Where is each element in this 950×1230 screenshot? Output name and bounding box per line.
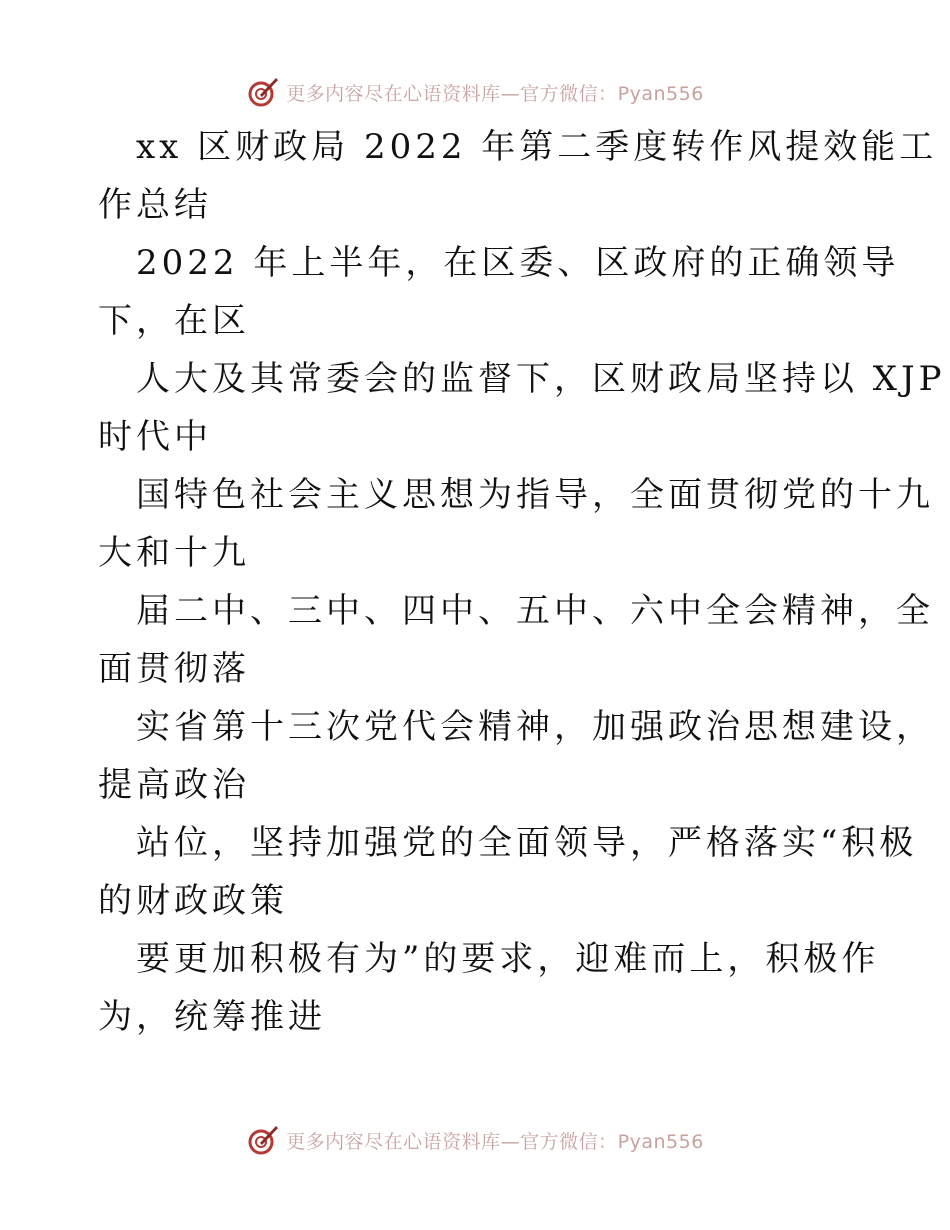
text-line: 2022 年上半年，在区委、区政府的正确领导: [136, 243, 900, 283]
text-line: 实省第十三次党代会精神，加强政治思想建设，: [136, 707, 934, 747]
quill-logo-icon: [246, 1123, 280, 1157]
text-line: 届二中、三中、四中、五中、六中全会精神，全: [136, 591, 934, 631]
text-line: 下，在区: [98, 301, 250, 341]
watermark-text: 更多内容尽在心语资料库—官方微信：Pyan556: [286, 82, 704, 105]
text-line: 提高政治: [98, 765, 250, 805]
document-body: [98, 118, 946, 1046]
text-line: 的财政政策: [98, 881, 288, 921]
watermark-text: 更多内容尽在心语资料库—官方微信：Pyan556: [286, 1130, 704, 1153]
text-line: 要更加积极有为”的要求，迎难而上，积极作: [136, 939, 880, 979]
text-line: 国特色社会主义思想为指导，全面贯彻党的十九: [136, 475, 934, 515]
text-line: 面贯彻落: [98, 649, 250, 689]
text-line: 大和十九: [98, 533, 250, 573]
footer-watermark: [0, 1120, 950, 1160]
header-watermark: [0, 72, 950, 112]
text-line: 为，统筹推进: [98, 997, 326, 1037]
text-line: xx 区财政局 2022 年第二季度转作风提效能工: [136, 127, 938, 167]
quill-logo-icon: [246, 75, 280, 109]
text-line: 站位，坚持加强党的全面领导，严格落实“积极: [136, 823, 918, 863]
text-line: 时代中: [98, 417, 212, 457]
text-line: 人大及其常委会的监督下，区财政局坚持以 XJP: [136, 359, 946, 399]
text-line: 作总结: [98, 185, 212, 225]
